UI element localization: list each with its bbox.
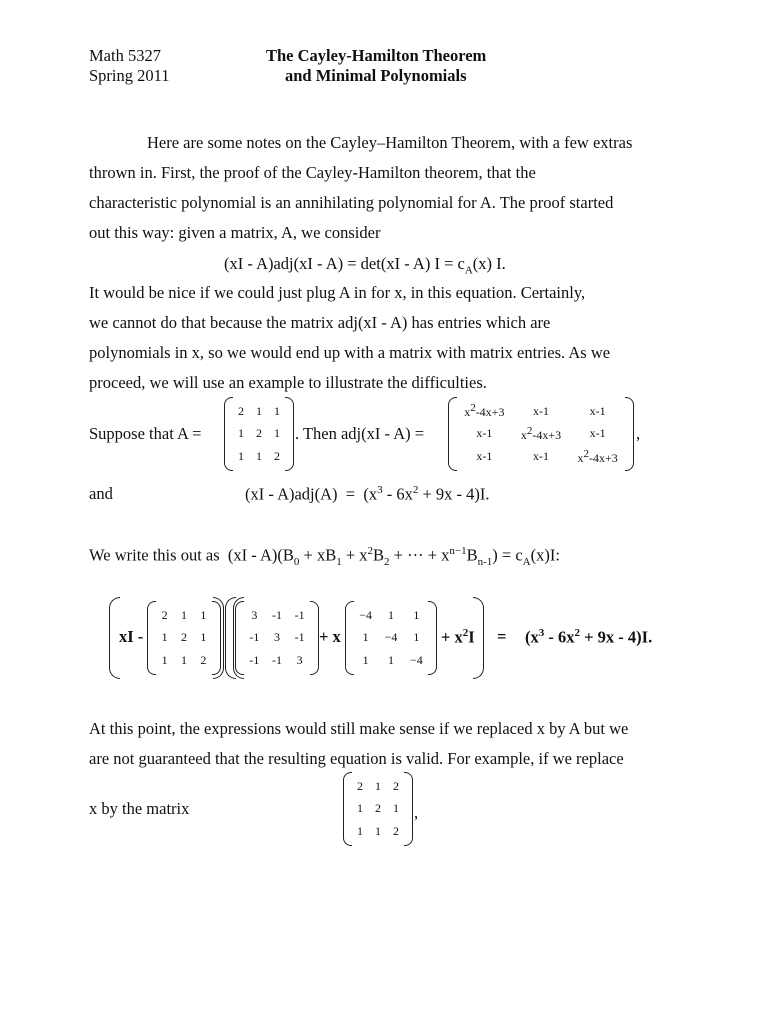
matrix-cell: x-1 [532,403,549,418]
matrix-entries [232,400,286,468]
matrix-cell: x-1 [476,449,493,464]
matrix-cell: 1 [161,630,168,645]
paragraph-line: It would be nice if we could just plug A in for x, in this equation. Certainly, [89,283,586,302]
intro-line: characteristic polynomial is an annihilating polynomial for A. The proof started [89,193,614,212]
paragraph-line: At this point, the expressions would still make sense if we replaced x by A but we [89,719,629,738]
term: Spring 2011 [89,66,170,85]
matrix-adj [448,397,634,471]
big-equation [109,597,699,679]
equals-sign: = [497,627,507,646]
matrix-cell: 1 [413,630,420,645]
plus-x2I: + $x^2I$ [441,627,475,647]
matrix-M [343,772,413,846]
document-title-line1: The Cayley-Hamilton Theorem [266,46,487,65]
matrix-cell: x-1 [589,426,606,441]
matrix-cell: 1 [238,449,244,464]
matrix-cell: 1 [375,824,381,839]
equation-characteristic: $(xI - A)adj(A) = (x^3 - 6x^2 + 9x - 4)I$. [245,484,490,504]
intro-line: out this way: given a matrix, A, we consider [89,223,381,242]
intro-paragraph [89,128,689,248]
matrix-cell: $x^2-4x+3$ [464,402,505,420]
matrix-cell: 1 [357,801,363,816]
equation-subscript: A [464,264,473,277]
matrix-entries [155,604,213,672]
matrix-cell: 3 [296,653,303,668]
matrix-cell: 1 [274,426,280,441]
matrix-cell: 1 [256,403,262,418]
matrix-cell: 1 [200,630,207,645]
comma: , [636,424,641,443]
intro-line: Here are some notes on the Cayley–Hamilton Theorem, with a few extras [147,133,633,152]
comma-2: , [414,803,419,822]
matrix-cell: −4 [384,630,398,645]
matrix-cell: $x^2-4x+3$ [520,424,562,442]
matrix-cell: x-1 [532,449,549,464]
outer-right-paren [473,597,484,679]
equation-left: (xI - A)adj(xI - A) = det(xI - A) I = c [224,254,465,273]
right-bracket [625,397,634,471]
and-label: and [89,484,113,503]
matrix-cell: 1 [274,403,280,418]
matrix-cell: 1 [161,653,168,668]
write-out-sentence: We write this out as $(xI - A)(B_0 + xB_1 + x^2B_2$ + ··· + $x^{n-1}B_{n-1}) = c_A(x)I$: [89,545,560,568]
then-label: . Then adj(xI - A) = [295,424,425,443]
matrix-cell: 2 [200,653,207,668]
matrix-cell: 1 [362,630,369,645]
matrix-cell: 1 [180,607,187,622]
matrix-cell: −4 [359,607,373,622]
course-number: Math 5327 [89,46,161,65]
matrix-cell: 1 [200,607,207,622]
matrix-B0 [235,601,319,675]
matrix-entries [353,604,429,672]
right-bracket [310,601,319,675]
matrix-cell: -1 [294,630,305,645]
matrix-entries [456,400,626,468]
matrix-cell: 1 [393,801,399,816]
matrix-cell: 2 [180,630,187,645]
document-title-line2: and Minimal Polynomials [285,66,467,85]
matrix-cell: 2 [274,449,280,464]
matrix-cell: x-1 [589,403,606,418]
matrix-cell: 2 [161,607,168,622]
matrix-cell: 2 [393,824,399,839]
matrix-cell: 2 [238,403,244,418]
matrix-B1 [345,601,437,675]
matrix-cell: 1 [238,426,244,441]
paragraph-line: are not guaranteed that the resulting equation is valid. For example, if we replace [89,749,624,768]
paragraph-line: polynomials in x, so we would end up with a matrix with matrix entries. As we [89,343,611,362]
matrix-cell: 1 [362,653,369,668]
matrix-cell: 2 [375,801,381,816]
right-bracket [404,772,413,846]
equation-adjugate [224,254,506,276]
matrix-cell: -1 [294,607,305,622]
intro-line: thrown in. First, the proof of the Cayley-Hamilton theorem, that the [89,163,536,182]
matrix-entries [351,775,405,843]
matrix-cell: 1 [387,607,394,622]
by-matrix-label: x by the matrix [89,799,190,818]
matrix-cell: 3 [273,630,280,645]
matrix-cell: -1 [271,653,282,668]
matrix-cell: x-1 [476,426,493,441]
matrix-cell: 1 [387,653,394,668]
matrix-cell: 2 [357,778,363,793]
right-bracket [285,397,294,471]
matrix-cell: −4 [409,653,423,668]
matrix-cell: 3 [251,607,258,622]
paragraph-difficulties [89,278,689,398]
matrix-A-2 [147,601,221,675]
matrix-cell: 1 [357,824,363,839]
paragraph-line: we cannot do that because the matrix adj(xI - A) has entries which are [89,313,551,332]
paragraph-line: proceed, we will use an example to illustrate the difficulties. [89,373,487,392]
matrix-cell: -1 [249,630,260,645]
right-bracket [428,601,437,675]
xI-minus: xI - [119,627,144,646]
paragraph-replace [89,714,689,774]
plus-x: + x [319,627,341,646]
matrix-entries [243,604,311,672]
matrix-cell: $x^2-4x+3$ [577,447,618,465]
suppose-label: Suppose that A = [89,424,202,443]
matrix-cell: 2 [393,778,399,793]
matrix-cell: 1 [180,653,187,668]
matrix-cell: 1 [375,778,381,793]
rhs-polynomial: $(x^3 - 6x^2 + 9x - 4)I$. [525,627,653,647]
matrix-cell: 1 [413,607,420,622]
equation-right: (x) I. [472,254,506,273]
matrix-cell: -1 [271,607,282,622]
matrix-A [224,397,294,471]
inner-right-paren [213,597,224,679]
matrix-cell: 1 [256,449,262,464]
matrix-cell: 2 [256,426,262,441]
matrix-cell: -1 [249,653,260,668]
